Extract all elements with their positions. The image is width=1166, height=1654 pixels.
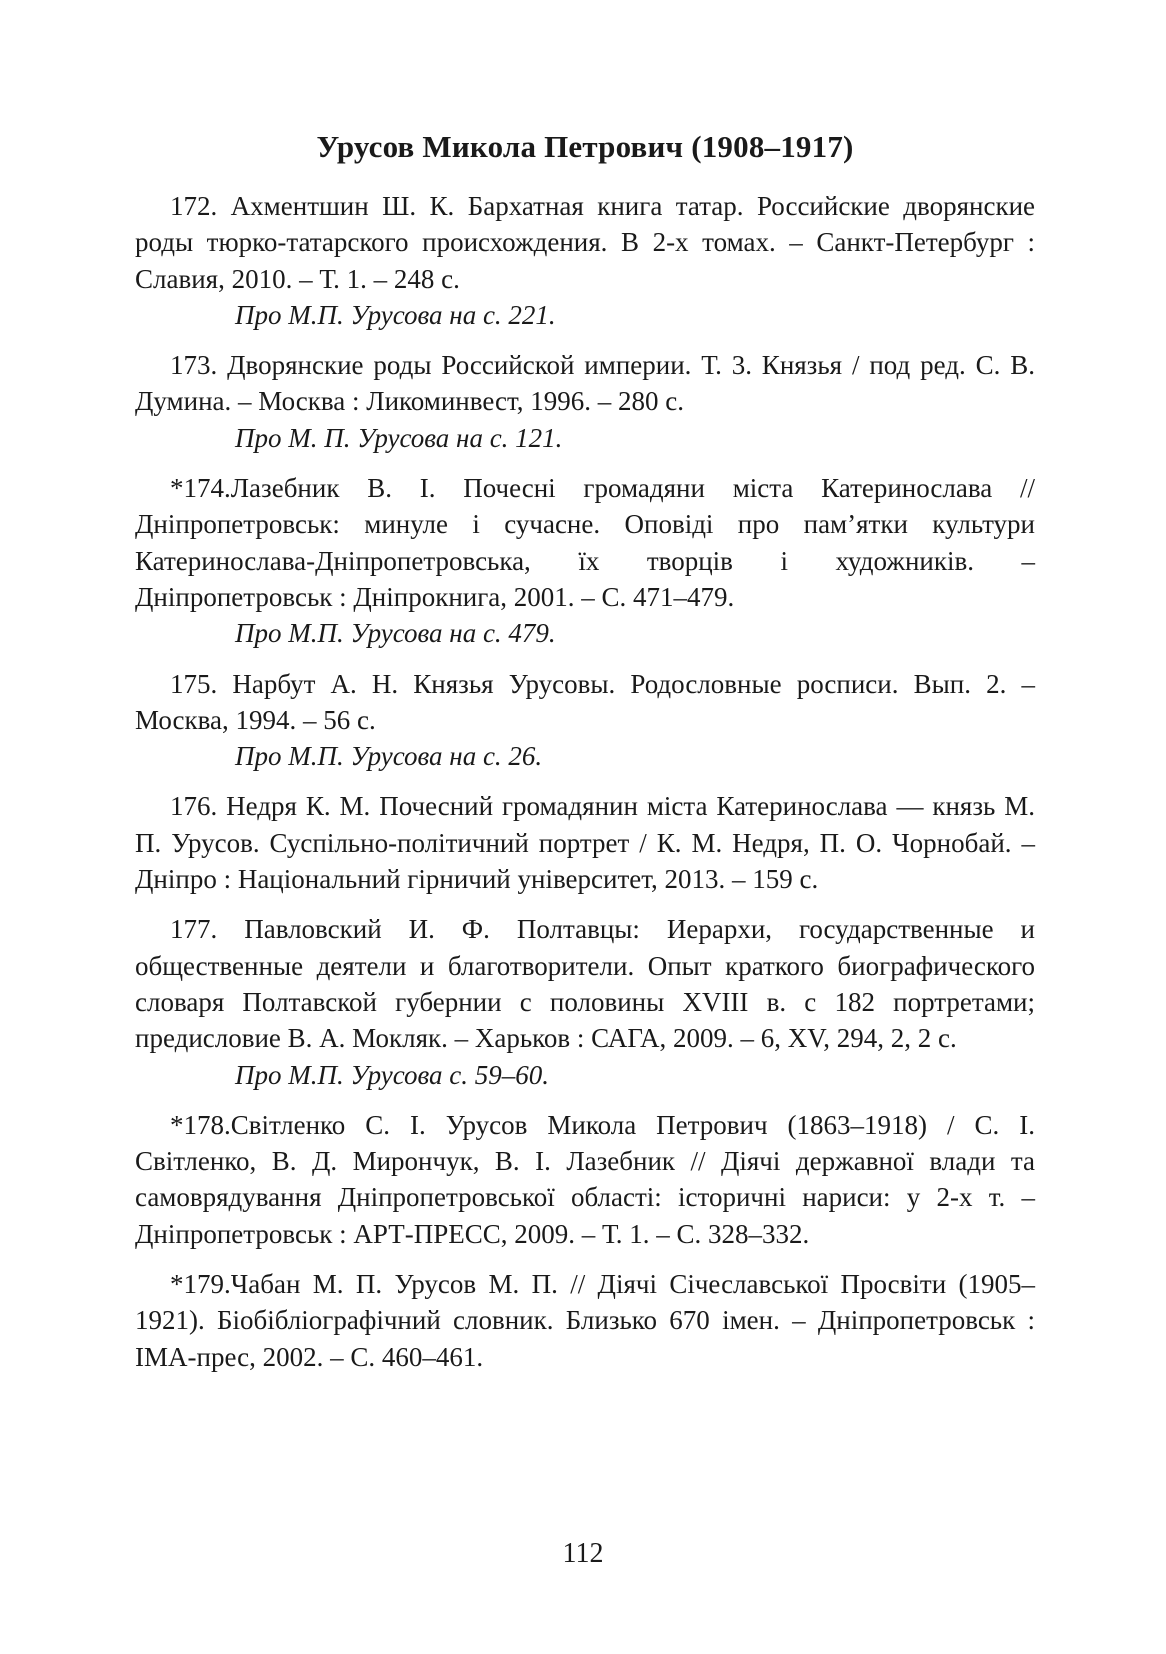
section-heading: Урусов Микола Петрович (1908–1917) [316,129,854,164]
entry-text: 172. Ахментшин Ш. К. Бархатная книга татар. Российские дворянские роды тюрко-татарского происхождения. В 2-х томах. – Санкт-Петербург : Славия, 2010. – Т. 1. – 248 с. [135,191,1035,294]
bibliography-entry-172 [135,188,1035,333]
bibliography-entry-178 [135,1107,1035,1252]
bibliography-entry-174 [135,470,1035,651]
entry-text: 173. Дворянские роды Российской империи. Т. 3. Князья / под ред. С. В. Думина. – Москва : Ликоминвест, 1996. – 280 с. [135,350,1035,417]
entry-text: 177. Павловский И. Ф. Полтавцы: Иерархи, государственные и общественные деятели и благотворители. Опыт краткого биографического словаря Полтавской губернии с половины XVIII в. с 182 портретами; предисловие В. А. Мокляк. – Харьков : САГА, 2009. – 6, XV, 294, 2, 2 с. [135,914,1035,1054]
entry-text: *174.Лазебник В. І. Почесні громадяни міста Катеринослава // Дніпропетровськ: минуле і сучасне. Оповіді про пам’ятки культури Катеринослава-Дніпропетровська, їх творців і художників. – Дніпропетровськ : Дніпрокнига, 2001. – С. 471–479. [135,473,1035,612]
bibliography-entry-177 [135,911,1035,1092]
entry-text: 176. Недря К. М. Почесний громадянин міста Катеринослава — князь М. П. Урусов. Суспільно-політичний портрет / К. М. Недря, П. О. Чорнобай. – Дніпро : Національний гірничий університет, 2013. – 159 с. [135,791,1035,895]
entry-text: *178.Світленко С. І. Урусов Микола Петрович (1863–1918) / С. І. Світленко, В. Д. Мирончук, В. І. Лазебник // Діячі державної влади та самоврядування Дніпропетровської області: історичні нариси: у 2-х т. – Дніпропетровськ : АРТ-ПРЕСС, 2009. – Т. 1. – С. 328–332. [135,1109,1035,1249]
entry-text: *179.Чабан М. П. Урусов М. П. // Діячі Січеславської Просвіти (1905–1921). Біобібліографічний словник. Близько 670 імен. – Дніпропетровськ : ІМА-прес, 2002. – С. 460–461. [135,1269,1035,1372]
entry-note: Про М.П. Урусова на с. 26. [235,741,543,772]
entry-note: Про М. П. Урусова на с. 121. [235,422,563,453]
page-number: 112 [562,1538,604,1569]
entry-note: Про М.П. Урусова с. 59–60. [235,1059,550,1090]
entry-note: Про М.П. Урусова на с. 221. [235,299,556,330]
page-content [135,128,1035,1389]
bibliography-entry-176 [135,788,1035,897]
bibliography-entry-173 [135,347,1035,456]
bibliography-entry-179 [135,1266,1035,1375]
bibliography-entry-175 [135,666,1035,775]
entry-text: 175. Нарбут А. Н. Князья Урусовы. Родословные росписи. Вып. 2. – Москва, 1994. – 56 с. [135,668,1035,735]
entry-note: Про М.П. Урусова на с. 479. [235,618,556,649]
bibliography-list [135,188,1035,1375]
